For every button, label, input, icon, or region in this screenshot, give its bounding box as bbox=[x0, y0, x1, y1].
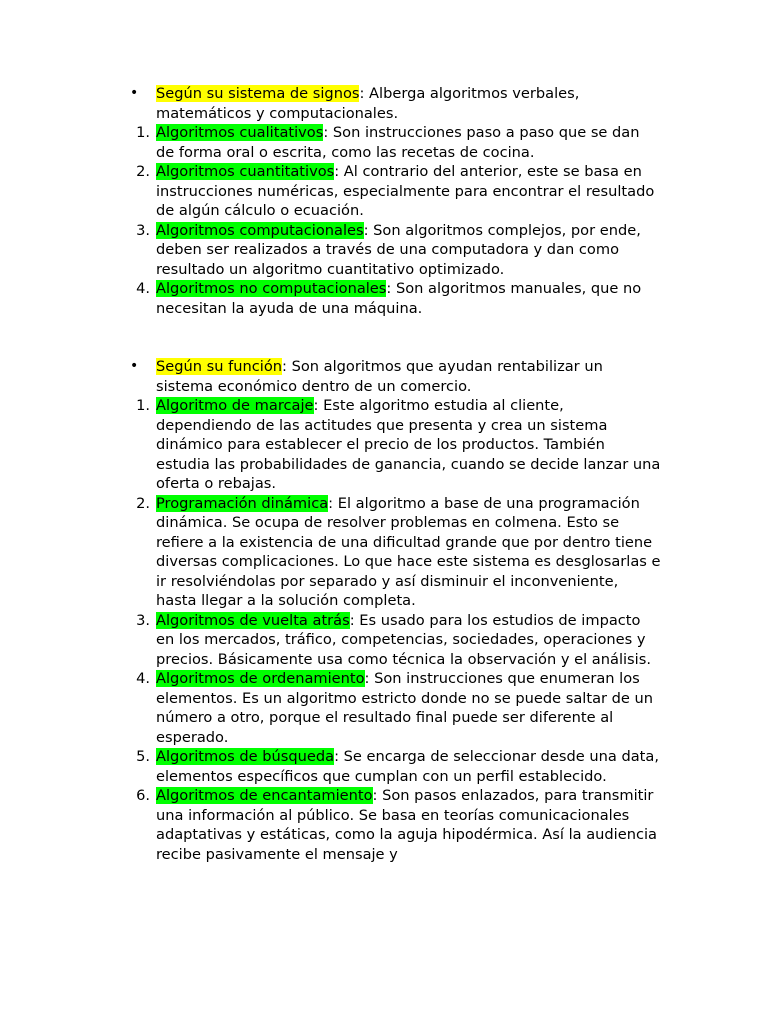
list-item bbox=[0, 396, 661, 494]
section-sign-system bbox=[0, 84, 768, 318]
term-highlight: Algoritmos de búsqueda bbox=[156, 748, 335, 765]
term-description: : Este algoritmo estudia al cliente, dependiendo de las actitudes que presenta y crea un sistema dinámico para establecer el precio de los productos. También estudia las probabilidades de ganancia, cuando se decide lanzar una oferta o rebajas. bbox=[156, 397, 661, 492]
heading-highlight: Según su función bbox=[156, 358, 283, 375]
list-number: 6. bbox=[136, 787, 150, 804]
list-item bbox=[0, 123, 661, 162]
list-item bbox=[0, 494, 661, 611]
term-description: : Son algoritmos complejos, por ende, deben ser realizados a través de una computadora y dan como resultado un algoritmo cuantitativo optimizado. bbox=[156, 221, 641, 278]
list-number: 3. bbox=[136, 221, 150, 239]
bullet-marker: • bbox=[130, 85, 139, 101]
term-highlight: Algoritmos cualitativos bbox=[156, 124, 324, 141]
term-highlight: Algoritmo de marcaje bbox=[156, 397, 314, 414]
list-number: 2. bbox=[136, 494, 150, 512]
term-description: : Son algoritmos manuales, que no necesitan la ayuda de una máquina. bbox=[156, 280, 642, 317]
term-description: : Son pasos enlazados, para transmitir una información al público. Se basa en teorías comunicacionales adaptativas y estáticas, como la aguja hipodérmica. Así la audiencia recibe pasivamente el mensaje y bbox=[156, 787, 657, 863]
list-number: 5. bbox=[136, 748, 150, 765]
list-item bbox=[0, 162, 661, 221]
list-item bbox=[0, 669, 661, 747]
term-highlight: Programación dinámica bbox=[156, 494, 329, 512]
section-function bbox=[0, 357, 768, 864]
term-description: : El algoritmo a base de una programación dinámica. Se ocupa de resolver problemas en colmena. Esto se refiere a la existencia de una dificultad grande que por dentro tiene diversas complicaciones. Lo que hace este sistema es desglosarlas e ir resolviéndolas por separado y así disminuir el inconveniente, hasta llegar a la solución completa. bbox=[156, 494, 661, 609]
list-item bbox=[0, 221, 661, 280]
bullet-item-function bbox=[0, 357, 661, 396]
list-number: 1. bbox=[136, 124, 150, 141]
list-number: 2. bbox=[136, 163, 150, 180]
bullet-marker: • bbox=[130, 358, 139, 374]
section-spacer bbox=[0, 318, 768, 357]
term-highlight: Algoritmos de ordenamiento bbox=[156, 670, 365, 687]
list-number: 4. bbox=[136, 280, 150, 297]
term-highlight: Algoritmos de encantamiento bbox=[156, 787, 373, 804]
document-page bbox=[0, 84, 768, 864]
list-number: 3. bbox=[136, 611, 150, 629]
term-highlight: Algoritmos computacionales bbox=[156, 221, 364, 239]
heading-description: : Son algoritmos que ayudan rentabilizar un sistema económico dentro de un comercio. bbox=[156, 358, 603, 395]
list-number: 4. bbox=[136, 670, 150, 687]
term-highlight: Algoritmos cuantitativos bbox=[156, 163, 335, 180]
list-item bbox=[0, 747, 661, 786]
list-item bbox=[0, 611, 661, 670]
term-description: : Al contrario del anterior, este se basa en instrucciones numéricas, especialmente para encontrar el resultado de algún cálculo o ecuación. bbox=[156, 163, 655, 219]
term-description: : Se encarga de seleccionar desde una data, elementos específicos que cumplan con un perfil establecido. bbox=[156, 748, 659, 785]
list-number: 1. bbox=[136, 397, 150, 414]
heading-description: : Alberga algoritmos verbales, matemáticos y computacionales. bbox=[156, 85, 580, 122]
term-description: : Es usado para los estudios de impacto en los mercados, tráfico, competencias, sociedades, operaciones y precios. Básicamente usa como técnica la observación y el análisis. bbox=[156, 611, 651, 668]
bullet-item-sign-system bbox=[0, 84, 661, 123]
term-description: : Son instrucciones paso a paso que se dan de forma oral o escrita, como las recetas de cocina. bbox=[156, 124, 640, 161]
term-highlight: Algoritmos no computacionales bbox=[156, 280, 387, 297]
term-highlight: Algoritmos de vuelta atrás bbox=[156, 611, 350, 629]
term-description: : Son instrucciones que enumeran los elementos. Es un algoritmo estricto donde no se puede saltar de un número a otro, porque el resultado final puede ser diferente al esperado. bbox=[156, 670, 654, 746]
heading-highlight: Según su sistema de signos bbox=[156, 85, 360, 102]
list-item bbox=[0, 786, 661, 864]
list-item bbox=[0, 279, 661, 318]
